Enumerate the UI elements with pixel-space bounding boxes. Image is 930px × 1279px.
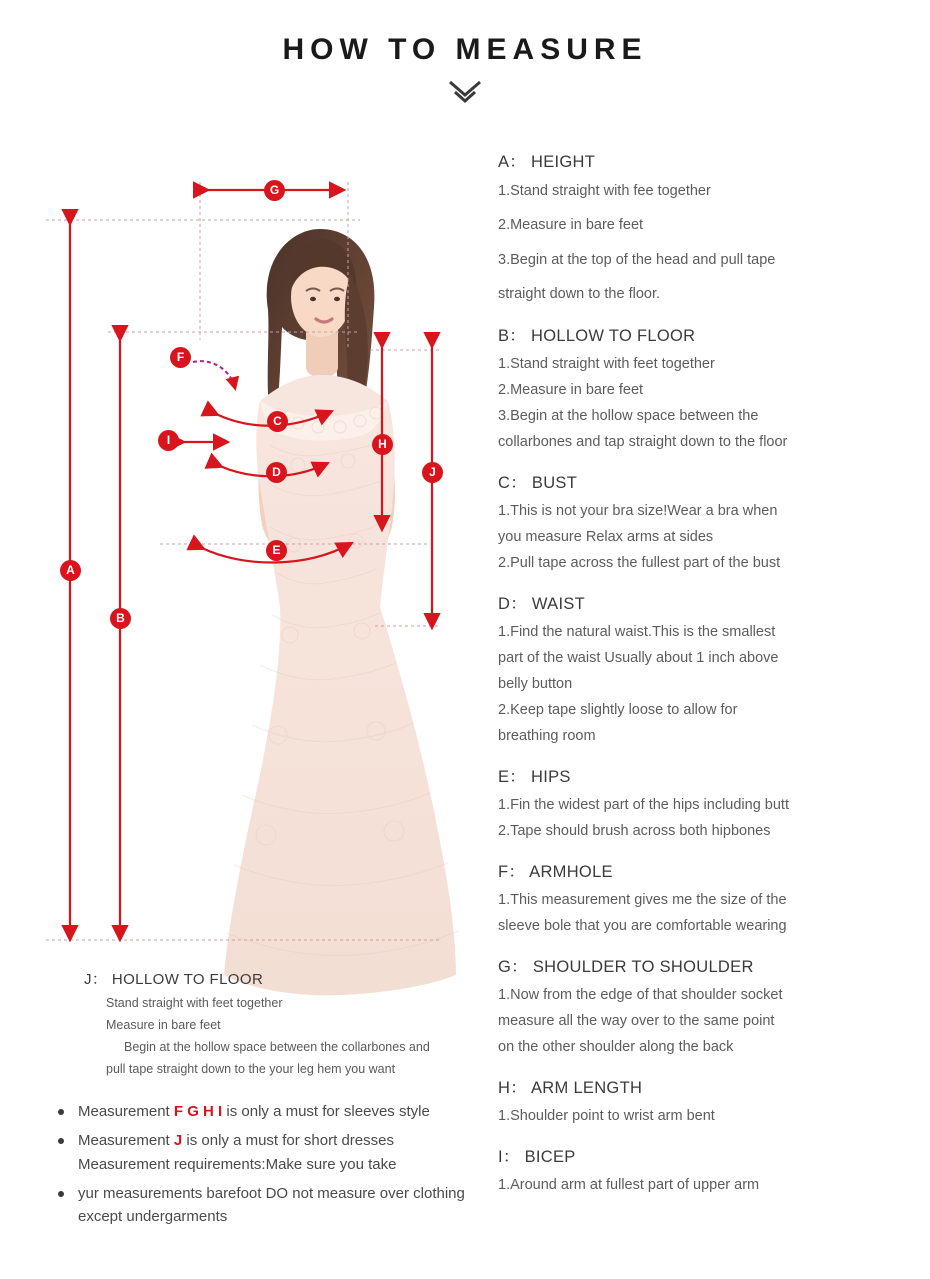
marker-badge-d: D — [266, 462, 287, 483]
instruction-hips — [498, 763, 898, 842]
marker-badge-j: J — [422, 462, 443, 483]
instruction-heading-arm-length: H： ARM LENGTH — [498, 1079, 643, 1098]
measurement-arrows — [30, 140, 490, 970]
instruction-line: 1.This is not your bra size!Wear a bra when — [498, 502, 778, 519]
instruction-line: 1.Fin the widest part of the hips including butt — [498, 797, 789, 814]
instruction-line: 1.Shoulder point to wrist arm bent — [498, 1108, 715, 1125]
instruction-line: 3.Begin at the hollow space between the — [498, 407, 759, 424]
note-line-2: Measure in bare feet — [106, 1017, 221, 1032]
page-title: HOW TO MEASURE — [282, 33, 648, 66]
instruction-line: belly button — [498, 676, 573, 693]
instruction-line: part of the waist Usually about 1 inch above — [498, 650, 779, 666]
instruction-line: 1.Find the natural waist.This is the smallest — [498, 623, 776, 640]
bullet-1-highlight: F G H I — [173, 1103, 223, 1120]
instruction-line: measure all the way over to the same point — [498, 1013, 775, 1030]
instruction-line: sleeve bole that you are comfortable wearing — [498, 918, 787, 935]
instruction-line: 2.Measure in bare feet — [498, 381, 644, 398]
instruction-line: collarbones and tap straight down to the floor — [498, 433, 788, 450]
instruction-heading-bust: C： BUST — [498, 473, 578, 492]
instruction-line: 2.Measure in bare feet — [498, 217, 644, 234]
instructions-column — [498, 148, 898, 1212]
marker-badge-a: A — [60, 560, 81, 581]
note-line-1: Stand straight with feet together — [106, 996, 283, 1010]
note-line-4: pull tape straight down to the your leg hem you want — [106, 1061, 396, 1076]
instruction-line: 1.Stand straight with feet together — [498, 355, 715, 372]
marker-badge-f: F — [170, 347, 191, 368]
instruction-heading-hollow-to-floor: B： HOLLOW TO FLOOR — [498, 326, 696, 345]
note-title: J： HOLLOW TO FLOOR — [84, 971, 264, 988]
instruction-line: straight down to the floor. — [498, 286, 661, 303]
marker-badge-c: C — [267, 411, 288, 432]
instruction-line: on the other shoulder along the back — [498, 1039, 734, 1056]
bullet-2-highlight: J — [173, 1132, 183, 1150]
requirements-list — [56, 1100, 476, 1234]
instruction-heading-armhole: F： ARMHOLE — [498, 863, 613, 882]
instruction-bust — [498, 469, 898, 574]
marker-badge-e: E — [266, 540, 287, 561]
instruction-heading-hips: E： HIPS — [498, 768, 571, 787]
instruction-waist — [498, 590, 898, 747]
instruction-hollow-to-floor — [498, 322, 898, 453]
hollow-to-floor-note — [60, 968, 480, 1083]
instruction-line: 3.Begin at the top of the head and pull tape — [498, 251, 776, 268]
note-line-3: Begin at the hollow space between the collarbones and — [124, 1039, 430, 1054]
instruction-armhole — [498, 858, 898, 937]
measurement-diagram — [30, 140, 490, 970]
instruction-line: 2.Keep tape slightly loose to allow for — [498, 702, 738, 719]
instruction-height — [498, 148, 898, 306]
instruction-heading-bicep: I： BICEP — [498, 1148, 576, 1167]
chevron-down-icon — [0, 78, 930, 112]
instruction-bicep — [498, 1143, 898, 1196]
instruction-line: breathing room — [498, 728, 596, 745]
instruction-line: 1.Around arm at fullest part of upper arm — [498, 1177, 760, 1194]
instruction-line: you measure Relax arms at sides — [498, 528, 714, 545]
marker-badge-i: I — [158, 430, 179, 451]
list-item — [56, 1182, 476, 1229]
instruction-line: 1.Now from the edge of that shoulder socket — [498, 987, 783, 1004]
list-item — [56, 1100, 476, 1123]
marker-badge-g: G — [264, 180, 285, 201]
bullet-1-post: is only a must for sleeves style — [222, 1103, 430, 1120]
instruction-arm-length — [498, 1074, 898, 1127]
marker-badge-h: H — [372, 434, 393, 455]
instruction-line: 1.Stand straight with fee together — [498, 183, 711, 199]
bullet-2-pre: Measurement — [78, 1132, 174, 1150]
instruction-heading-height: A： HEIGHT — [498, 153, 596, 171]
instruction-line: 1.This measurement gives me the size of the — [498, 892, 787, 909]
bullet-2-post: is only a must for short dresses Measurement requirements:Make sure you take — [78, 1132, 397, 1173]
list-item — [56, 1129, 476, 1176]
instruction-heading-waist: D： WAIST — [498, 594, 586, 613]
instruction-line: 2.Tape should brush across both hipbones — [498, 823, 771, 840]
bullet-1-pre: Measurement — [78, 1103, 174, 1120]
instruction-heading-shoulder-to-shoulder: G： SHOULDER TO SHOULDER — [498, 958, 754, 977]
instruction-line: 2.Pull tape across the fullest part of the bust — [498, 554, 781, 571]
marker-badge-b: B — [110, 608, 131, 629]
instruction-shoulder-to-shoulder — [498, 953, 898, 1058]
bullet-3-pre: yur measurements barefoot DO not measure over clothing except undergarments — [78, 1184, 465, 1225]
